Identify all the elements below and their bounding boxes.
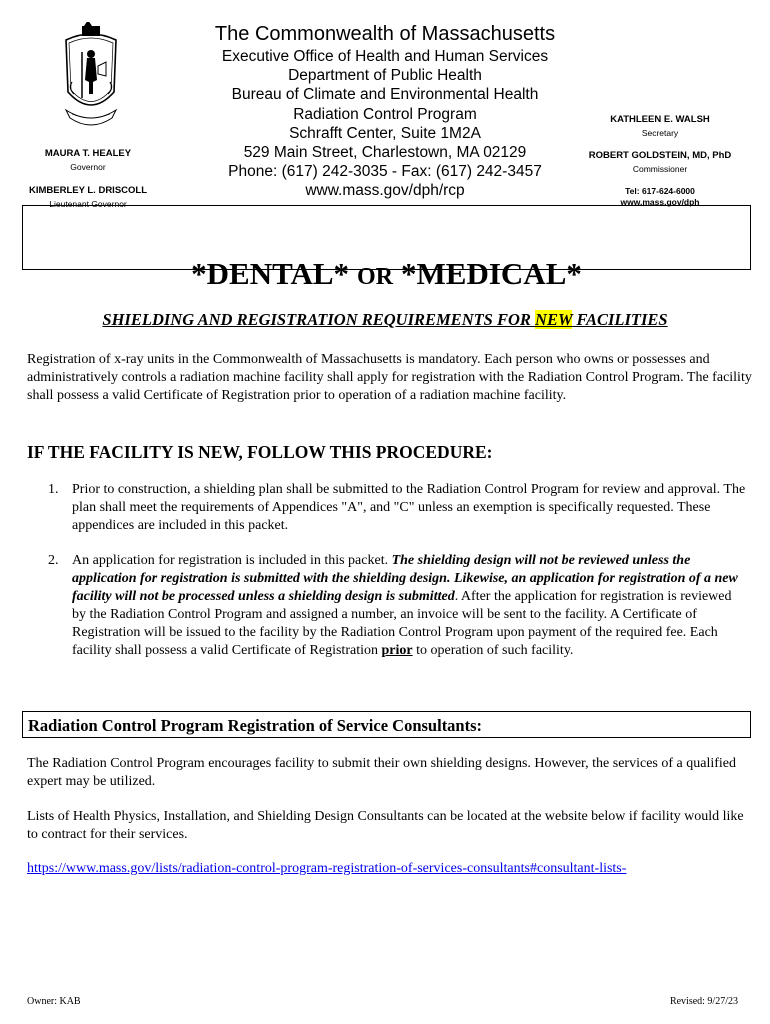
subtitle-text: SHIELDING AND REGISTRATION REQUIREMENTS FOR (102, 310, 536, 329)
item-prior-emphasis: prior (381, 643, 413, 658)
letterhead-line: Bureau of Climate and Environmental Health (231, 86, 539, 104)
right-officials (560, 114, 760, 208)
dph-website: www.mass.gov/dph (620, 197, 700, 207)
lt-governor-title: Lieutenant Governor (49, 199, 127, 209)
banner-medical: *MEDICAL* (401, 256, 582, 291)
commissioner-title: Commissioner (632, 164, 688, 174)
consultants-list-paragraph: Lists of Health Physics, Installation, and Shielding Design Consultants can be located at the website below if facility would like to contract for their services. (27, 809, 744, 842)
subtitle-highlight: NEW (535, 310, 573, 329)
consultants-paragraph: The Radiation Control Program encourages facility to submit their own shielding designs. However, the services of a qualified expert may be utilized. (27, 756, 736, 789)
commissioner-name: ROBERT GOLDSTEIN, MD, PhD (588, 150, 732, 161)
dph-phone: Tel: 617-624-6000 (625, 186, 695, 196)
subtitle-text-end: FACILITIES (572, 310, 668, 329)
secretary-name: KATHLEEN E. WALSH (610, 114, 710, 125)
letterhead-line: www.mass.gov/dph/rcp (305, 182, 465, 200)
dental-or-medical-banner (22, 205, 751, 291)
letterhead-line: Schrafft Center, Suite 1M2A (289, 124, 481, 142)
banner-or: OR (357, 264, 394, 290)
item-text: Prior to construction, a shielding plan shall be submitted to the Radiation Control Program for review and approval. The plan shall meet the requirements of Appendices "A", and "C" unless an exemption is specifically requested. These appendices are included in this packet. (72, 482, 746, 533)
item-number: 1. (48, 482, 59, 497)
item-text-end: to operation of such facility. (412, 643, 574, 658)
consultants-heading: Radiation Control Program Registration of Service Consultants: (22, 711, 751, 738)
procedure-heading: IF THE FACILITY IS NEW, FOLLOW THIS PROCEDURE: (27, 442, 493, 462)
governor-title: Governor (70, 162, 106, 172)
banner-text (191, 232, 582, 293)
secretary-title: Secretary (641, 128, 679, 138)
item-number: 2. (48, 553, 59, 568)
massachusetts-seal-logo (58, 22, 124, 134)
lt-governor-name: KIMBERLEY L. DRISCOLL (28, 185, 148, 196)
governor-name: MAURA T. HEALEY (44, 148, 132, 159)
item-text-cont: . After the application for registration is reviewed by the Radiation Control Program and assigned a number, an invoice will be sent to the facility. A Certificate of Registration will be issued to the facility by the Radiation Control Program upon payment of the required fee. Each facility shall possess a valid Certificate of Registration (72, 589, 732, 658)
banner-dental: *DENTAL* (191, 256, 350, 291)
procedure-item (48, 552, 748, 660)
intro-paragraph: Registration of x-ray units in the Commonwealth of Massachusetts is mandatory. Each person who owns or possesses and administratively controls a radiation machine facility shall apply for registration with the Radiation Control Program. The facility shall possess a valid Certificate of Registration prior to operation of a radiation machine facility. (27, 352, 752, 403)
commonwealth-title: The Commonwealth of Massachusetts (214, 23, 556, 45)
letterhead-line: Department of Public Health (288, 67, 482, 85)
letterhead-line: Executive Office of Health and Human Services (221, 48, 549, 65)
procedure-item (48, 481, 748, 535)
footer-owner: Owner: KAB (27, 996, 81, 1007)
letterhead (200, 22, 570, 201)
item-text: An application for registration is included in this packet. (72, 553, 392, 568)
consultants-link[interactable]: https://www.mass.gov/lists/radiation-control-program-registration-of-services-consultants#consultant-lists- (27, 861, 627, 876)
document-subtitle (0, 310, 770, 330)
letterhead-line: Phone: (617) 242-3035 - Fax: (617) 242-3457 (228, 163, 542, 181)
letterhead-line: 529 Main Street, Charlestown, MA 02129 (243, 144, 527, 162)
letterhead-line: Radiation Control Program (293, 105, 477, 123)
item-emphasis: The shielding design will not be reviewed unless the application for registration is submitted with the shielding design. Likewise, an application for registration of a new facility will not be processed unless a shielding design is submitted (72, 553, 738, 604)
footer-revised: Revised: 9/27/23 (669, 996, 738, 1007)
